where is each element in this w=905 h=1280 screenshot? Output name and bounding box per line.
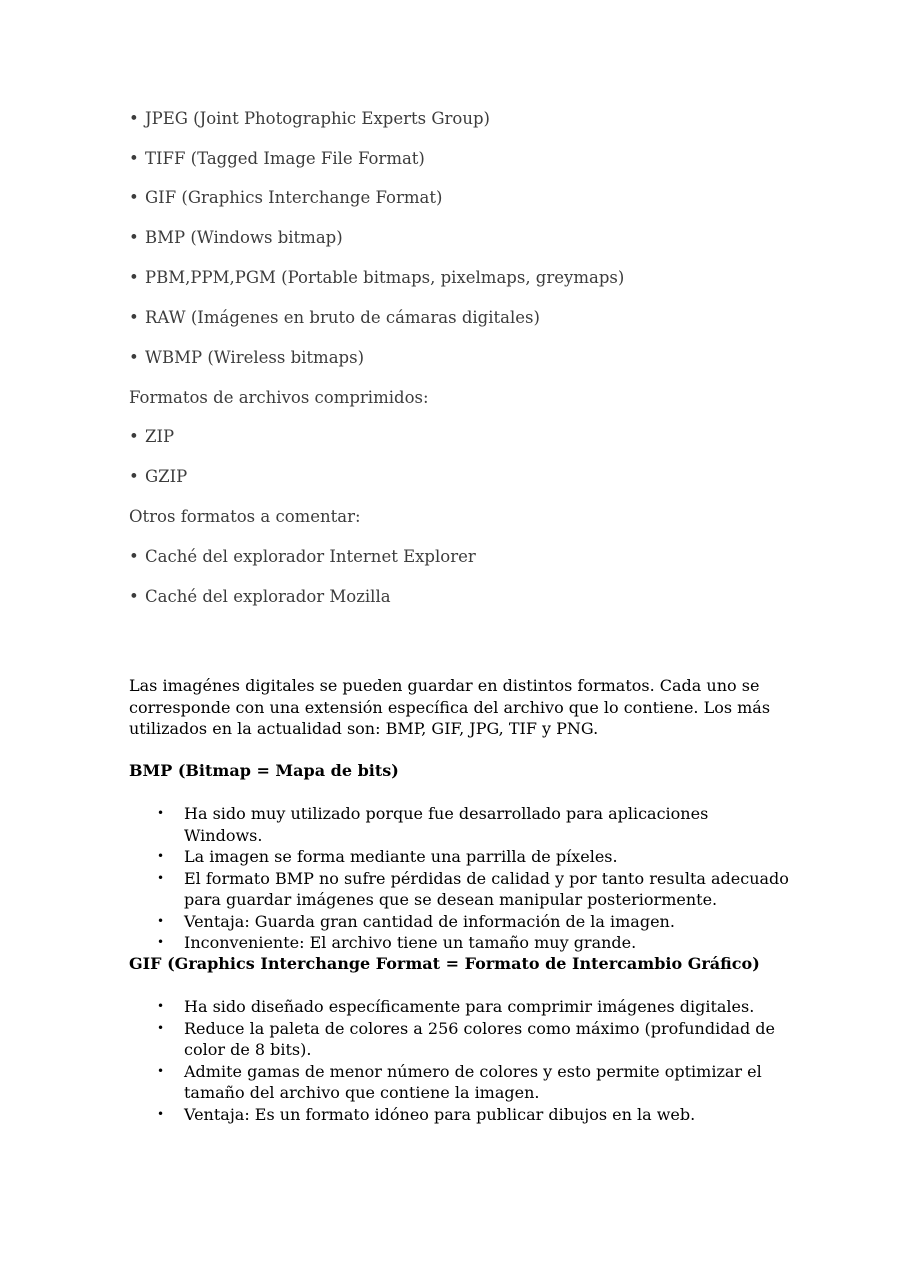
other-item-text: Caché del explorador Internet Explorer <box>145 547 476 566</box>
other-list-item <box>129 547 476 567</box>
list-item <box>129 932 789 954</box>
bullet-icon: • <box>157 849 165 863</box>
bullet-icon: • <box>129 109 139 128</box>
format-list-item <box>129 308 540 328</box>
list-item-text: La imagen se forma mediante una parrilla de píxeles. <box>184 847 618 866</box>
bullet-icon: • <box>129 149 139 168</box>
format-item-text: RAW (Imágenes en bruto de cámaras digitales) <box>145 308 540 327</box>
list-item-text: Ventaja: Es un formato idóneo para publicar dibujos en la web. <box>184 1104 696 1124</box>
list-item-text: Admite gamas de menor número de colores y esto permite optimizar el tamaño del archivo que contiene la imagen. <box>184 1061 762 1102</box>
intro-text: Las imagénes digitales se pueden guardar en distintos formatos. Cada uno se corresponde con una extensión específica del archivo que lo contiene. Los más utilizados en la actualidad son: BMP, GIF, JPG, TIF y PNG. <box>129 676 771 738</box>
compressed-list-item <box>129 467 187 487</box>
format-list-item <box>129 109 490 129</box>
format-item-text: BMP (Windows bitmap) <box>145 228 343 247</box>
other-item-text: Caché del explorador Mozilla <box>145 587 391 606</box>
bullet-icon: • <box>129 268 139 287</box>
compressed-list-item <box>129 427 174 447</box>
list-item-text: Ha sido diseñado específicamente para comprimir imágenes digitales. <box>184 997 755 1016</box>
bullet-icon: • <box>129 348 139 367</box>
bullet-icon: • <box>129 308 139 327</box>
bullet-icon: • <box>157 1106 165 1121</box>
bullet-icon: • <box>129 547 139 566</box>
list-item <box>129 996 789 1018</box>
format-item-text: TIFF (Tagged Image File Format) <box>145 149 425 168</box>
list-item <box>129 1018 789 1061</box>
format-list-item <box>129 188 442 208</box>
list-item <box>129 911 789 933</box>
bmp-list <box>129 803 789 954</box>
bullet-icon: • <box>129 188 139 207</box>
bullet-icon: • <box>157 913 165 928</box>
format-item-text: WBMP (Wireless bitmaps) <box>145 348 365 367</box>
other-list-item <box>129 587 391 607</box>
list-item <box>129 1104 789 1126</box>
bullet-icon: • <box>129 587 139 606</box>
gif-list <box>129 996 789 1125</box>
format-list-item <box>129 268 624 288</box>
format-list-item <box>129 348 364 368</box>
bullet-icon: • <box>157 806 165 820</box>
list-item-text: Ventaja: Guarda gran cantidad de información de la imagen. <box>184 911 675 931</box>
intro-paragraph <box>129 675 779 740</box>
compressed-item-text: GZIP <box>145 467 188 486</box>
gif-heading: GIF (Graphics Interchange Format = Formato de Intercambio Gráfico) <box>129 954 760 973</box>
format-item-text: JPEG (Joint Photographic Experts Group) <box>145 109 490 128</box>
compressed-heading: Formatos de archivos comprimidos: <box>129 388 429 407</box>
list-item <box>129 868 789 911</box>
list-item-text: Inconveniente: El archivo tiene un tamaño muy grande. <box>184 933 637 952</box>
bullet-icon: • <box>157 1020 165 1035</box>
bullet-icon: • <box>157 935 165 949</box>
bullet-icon: • <box>129 228 139 247</box>
other-heading: Otros formatos a comentar: <box>129 507 361 526</box>
compressed-item-text: ZIP <box>145 427 175 446</box>
format-item-text: GIF (Graphics Interchange Format) <box>145 188 443 207</box>
format-list-item <box>129 149 425 169</box>
bmp-heading: BMP (Bitmap = Mapa de bits) <box>129 761 399 780</box>
list-item <box>129 846 789 868</box>
bullet-icon: • <box>129 427 139 446</box>
bullet-icon: • <box>157 999 165 1013</box>
format-list-item <box>129 228 343 248</box>
list-item <box>129 1061 789 1104</box>
bullet-icon: • <box>129 467 139 486</box>
bullet-icon: • <box>157 870 165 885</box>
bullet-icon: • <box>157 1063 165 1078</box>
format-item-text: PBM,PPM,PGM (Portable bitmaps, pixelmaps, greymaps) <box>145 268 625 287</box>
list-item <box>129 803 789 846</box>
list-item-text: El formato BMP no sufre pérdidas de calidad y por tanto resulta adecuado para guardar imágenes que se desean manipular posteriormente. <box>184 868 789 909</box>
list-item-text: Ha sido muy utilizado porque fue desarrollado para aplicaciones Windows. <box>184 804 709 845</box>
list-item-text: Reduce la paleta de colores a 256 colores como máximo (profundidad de color de 8 bits). <box>184 1018 776 1059</box>
